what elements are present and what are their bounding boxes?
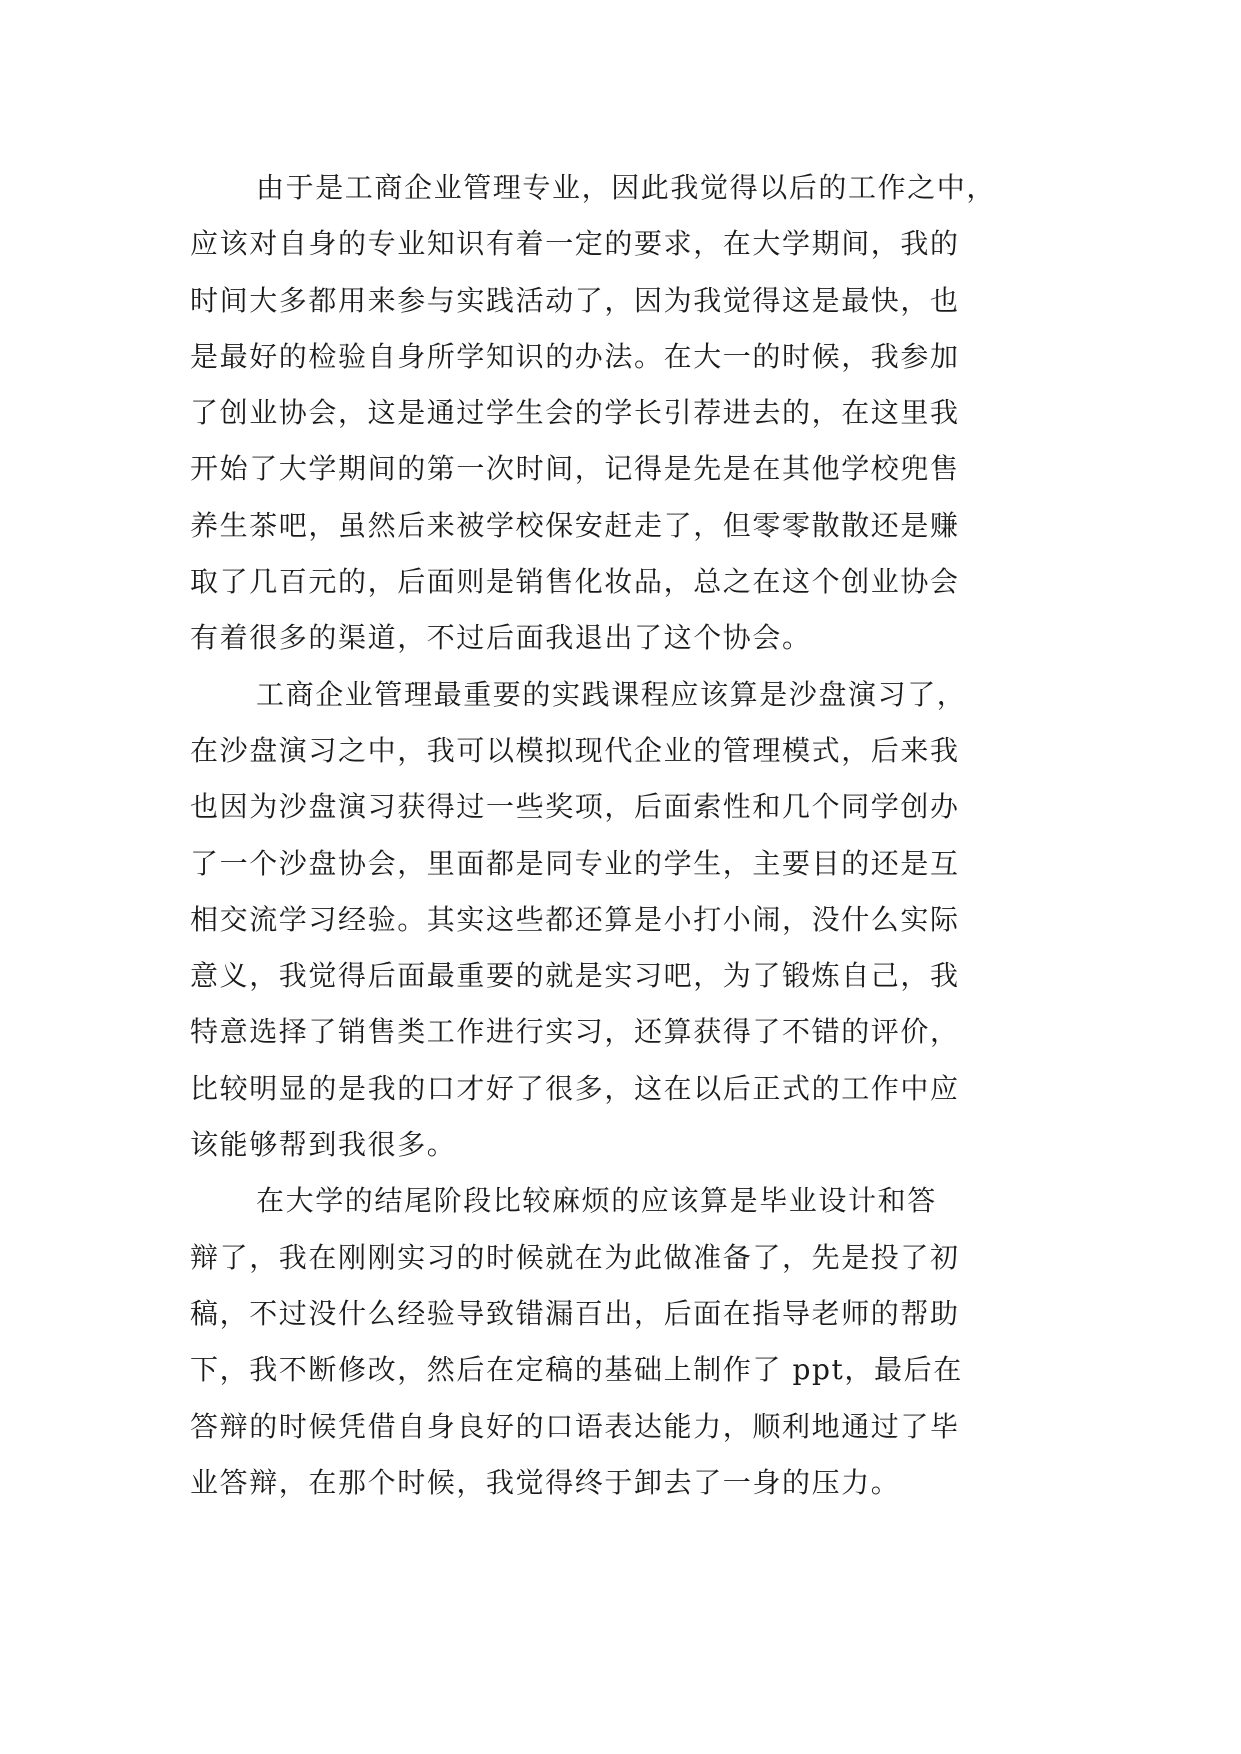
text-line: 了创业协会，这是通过学生会的学长引荐进去的，在这里我 [190, 396, 960, 430]
text-line: 在大学的结尾阶段比较麻烦的应该算是毕业设计和答 [256, 1184, 937, 1218]
text-line: 意义，我觉得后面最重要的就是实习吧，为了锻炼自己，我 [190, 959, 960, 993]
text-line: 了一个沙盘协会，里面都是同专业的学生，主要目的还是互 [190, 846, 960, 880]
paragraph-2 [190, 667, 1070, 1174]
text-line: 有着很多的渠道，不过后面我退出了这个协会。 [190, 621, 812, 655]
text-line: 在沙盘演习之中，我可以模拟现代企业的管理模式，后来我 [190, 733, 960, 767]
paragraph-3 [190, 1173, 1070, 1511]
text-line: 业答辩，在那个时候，我觉得终于卸去了一身的压力。 [190, 1465, 901, 1499]
text-line: 养生茶吧，虽然后来被学校保安赶走了，但零零散散还是赚 [190, 508, 960, 542]
text-line: 答辩的时候凭借自身良好的口语表达能力，顺利地通过了毕 [190, 1409, 960, 1443]
text-line: 取了几百元的，后面则是销售化妆品，总之在这个创业协会 [190, 565, 960, 599]
text-line: 比较明显的是我的口才好了很多，这在以后正式的工作中应 [190, 1071, 960, 1105]
text-line: 是最好的检验自身所学知识的办法。在大一的时候，我参加 [190, 339, 960, 373]
text-line: 特意选择了销售类工作进行实习，还算获得了不错的评价， [190, 1015, 960, 1049]
text-line: 辩了，我在刚刚实习的时候就在为此做准备了，先是投了初 [190, 1240, 960, 1274]
text-line: 也因为沙盘演习获得过一些奖项，后面索性和几个同学创办 [190, 790, 960, 824]
text-line: 下，我不断修改，然后在定稿的基础上制作了 ppt，最后在 [190, 1353, 963, 1387]
document-body [190, 160, 1070, 1511]
text-line: 由于是工商企业管理专业，因此我觉得以后的工作之中， [256, 171, 997, 204]
text-line: 开始了大学期间的第一次时间，记得是先是在其他学校兜售 [190, 452, 960, 486]
text-line: 应该对自身的专业知识有着一定的要求，在大学期间，我的 [190, 227, 960, 261]
text-line: 工商企业管理最重要的实践课程应该算是沙盘演习了， [256, 677, 967, 711]
text-line: 稿，不过没什么经验导致错漏百出，后面在指导老师的帮助 [190, 1296, 960, 1330]
text-line: 相交流学习经验。其实这些都还算是小打小闹，没什么实际 [190, 902, 960, 936]
text-line: 时间大多都用来参与实践活动了，因为我觉得这是最快，也 [190, 283, 960, 317]
paragraph-1 [190, 160, 1070, 667]
text-line: 该能够帮到我很多。 [190, 1128, 457, 1162]
